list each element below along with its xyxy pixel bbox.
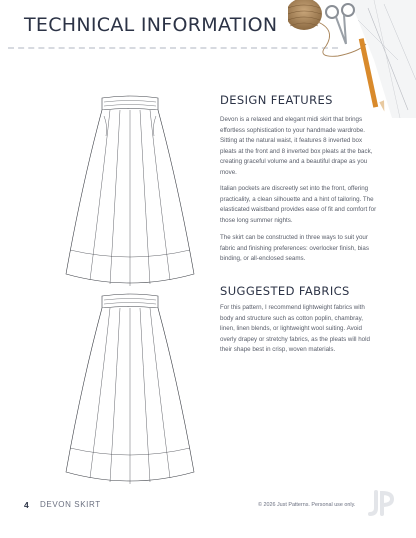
design-features-paragraph-1: Devon is a relaxed and elegant midi skirt that brings effortless sophistication to your handmade wardrobe. Sitting at the natural waist, it features 8 inverted box pleats at the front and 8 inverted box pleats at the back, creating graceful volume and a beautiful drape as you move. — [220, 116, 373, 176]
jp-monogram-logo — [366, 490, 394, 516]
skirt-front-drawing — [64, 94, 196, 294]
skirt-back-drawing — [64, 292, 196, 492]
suggested-fabrics-paragraph: For this pattern, I recommend lightweight fabrics with body and structure such as cotton poplin, chambray, linen, linen blends, or lightweight wool suiting. Avoid overly drapey or stretchy fabrics, as the pleats will hold their shape best in crisp, woven materials. — [220, 304, 370, 354]
design-features-paragraph-3: The skirt can be constructed in three ways to suit your fabric and finishing preferences: overlocker finish, bias binding, or all-enclosed seams. — [220, 234, 369, 263]
pattern-name: DEVON SKIRT — [40, 500, 101, 509]
suggested-fabrics-heading: SUGGESTED FABRICS — [220, 284, 350, 298]
design-features-paragraph-2: Italian pockets are discreetly set into the front, offering practicality, a clean silhouette and a hint of tailoring. The elasticated waistband provides ease of fit and comfort for those long summer nights. — [220, 185, 377, 224]
page-title: TECHNICAL INFORMATION — [24, 14, 278, 36]
copyright-notice: © 2026 Just Patterns. Personal use only. — [258, 502, 356, 508]
design-features-heading: DESIGN FEATURES — [220, 93, 333, 107]
page-number: 4 — [24, 500, 29, 510]
